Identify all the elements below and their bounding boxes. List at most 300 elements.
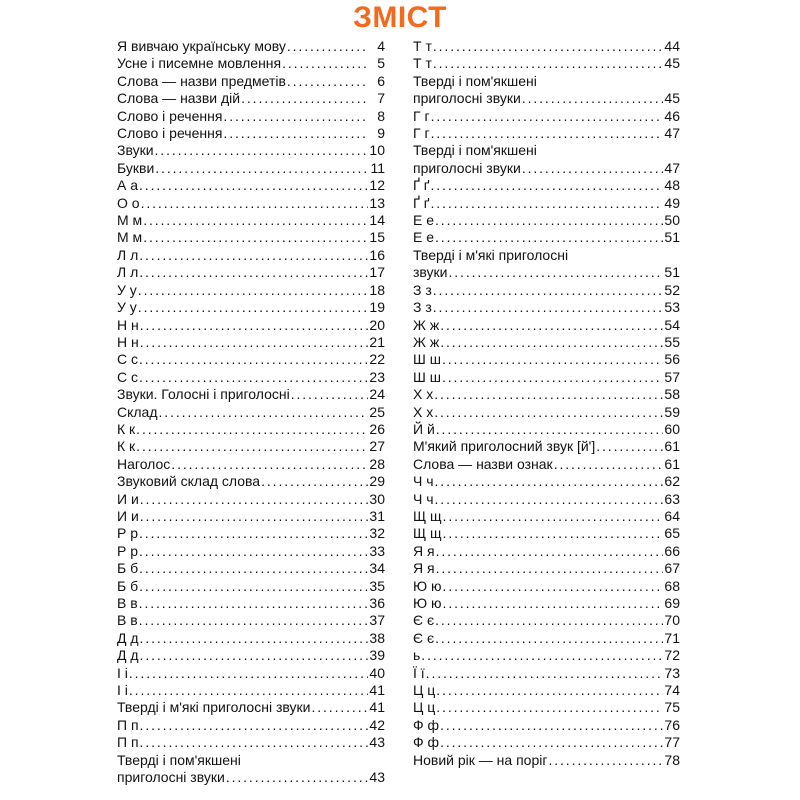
leader-dots: [143, 212, 368, 229]
toc-entry-page-number: 50: [664, 212, 680, 229]
toc-entry-label: Е е: [413, 212, 435, 229]
toc-entry-page-number: 75: [664, 699, 680, 716]
toc-entry-page-number: 19: [369, 299, 385, 316]
toc-entry-page-number: 70: [664, 612, 680, 629]
toc-entry-page-number: 59: [664, 403, 680, 420]
toc-entry-label: З з: [413, 299, 432, 316]
toc-entry: [117, 334, 385, 351]
toc-entry-page-number: 26: [369, 420, 385, 437]
toc-entry: [117, 491, 385, 508]
toc-entry: [117, 212, 385, 229]
toc-entry-label: Ч ч: [413, 473, 434, 490]
toc-entry-label: Г г: [413, 107, 430, 124]
leader-dots: [554, 456, 663, 473]
leader-dots: [139, 351, 368, 368]
toc-entry-label: Ш ш: [413, 368, 441, 385]
toc-entry-label: Д д: [117, 647, 139, 664]
toc-entry-label: Ц ц: [413, 682, 436, 699]
leader-dots: [433, 55, 663, 72]
toc-entry-page-number: 41: [369, 682, 385, 699]
leader-dots: [440, 334, 663, 351]
leader-dots: [443, 525, 663, 542]
toc-entry-page-number: 35: [369, 577, 385, 594]
toc-entry-page-number: 77: [664, 734, 680, 751]
toc-entry-label: Д д: [117, 629, 139, 646]
leader-dots: [226, 769, 368, 786]
toc-entry-label: И и: [117, 507, 139, 524]
toc-entry-label: Н н: [117, 333, 139, 350]
page-title: ЗМІСТ: [353, 1, 447, 34]
toc-entry: [413, 317, 680, 334]
leader-dots: [433, 38, 663, 55]
toc-entry-page-number: 9: [377, 125, 385, 142]
toc-entry-label: Х х: [413, 403, 434, 420]
toc-entry-label: Наголос: [117, 455, 171, 472]
toc-entry-page-number: 22: [369, 351, 385, 368]
toc-entry-page-number: 21: [369, 333, 385, 350]
toc-entry: [413, 351, 680, 368]
toc-entry-page-number: 74: [664, 682, 680, 699]
toc-entry-page-number: 57: [664, 368, 680, 385]
leader-dots: [287, 38, 368, 55]
toc-entry-page-number: 72: [664, 647, 680, 664]
toc-left-column: [117, 38, 385, 786]
leader-dots: [139, 264, 368, 281]
toc-entry-page-number: 10: [369, 142, 385, 159]
leader-dots: [139, 247, 368, 264]
leader-dots: [140, 647, 368, 664]
toc-entry: [413, 212, 680, 229]
toc-entry-label: Ґ ґ: [413, 194, 430, 211]
toc-entry: [413, 647, 680, 664]
toc-entry-label: Т т: [413, 38, 432, 54]
toc-entry: [117, 595, 385, 612]
leader-dots: [436, 543, 663, 560]
toc-entry-label: Ж ж: [413, 316, 440, 333]
toc-entry: [117, 508, 385, 525]
toc-entry: [117, 369, 385, 386]
toc-entry-label: Я я: [413, 542, 435, 559]
toc-entry-page-number: 71: [664, 629, 680, 646]
toc-entry-label: Б б: [117, 577, 139, 594]
leader-dots: [449, 264, 664, 281]
leader-dots: [136, 421, 368, 438]
toc-entry: [413, 229, 680, 246]
toc-entry-page-number: 67: [664, 560, 680, 577]
leader-dots: [139, 595, 368, 612]
toc-entry-page-number: 61: [664, 455, 680, 472]
toc-entry: [413, 247, 680, 282]
toc-entry: [117, 125, 385, 142]
toc-entry-page-number: 14: [369, 212, 385, 229]
toc-entry: [117, 717, 385, 734]
toc-entry-page-number: 54: [664, 316, 680, 333]
leader-dots: [436, 560, 663, 577]
leader-dots: [139, 612, 368, 629]
toc-entry-label: Звуки: [117, 142, 154, 159]
toc-entry-label: Р р: [117, 525, 139, 542]
toc-entry-label: М м: [117, 212, 143, 229]
toc-entry-page-number: 11: [370, 159, 385, 176]
toc-entry-label: У у: [117, 299, 137, 316]
leader-dots: [436, 421, 663, 438]
toc-entry-label: Є є: [413, 629, 435, 646]
toc-entry: [413, 595, 680, 612]
toc-entry-page-number: 33: [369, 542, 385, 559]
toc-entry: [117, 734, 385, 751]
toc-entry-page-number: 25: [369, 403, 385, 420]
toc-entry-label: Звуки. Голосні і приголосні: [117, 386, 290, 403]
toc-entry: [413, 369, 680, 386]
leader-dots: [155, 160, 368, 177]
toc-entry: [117, 438, 385, 455]
leader-dots: [223, 108, 368, 125]
toc-entry-label: Л л: [117, 246, 139, 263]
toc-entry: [117, 578, 385, 595]
toc-entry-page-number: 65: [664, 525, 680, 542]
toc-entry-label: Букви: [117, 159, 155, 176]
toc-entry-label-line1: Тверді і пом'якшені: [413, 72, 537, 89]
leader-dots: [261, 473, 368, 490]
toc-entry: [117, 142, 385, 159]
leader-dots: [443, 508, 663, 525]
toc-entry-label: Р р: [117, 542, 139, 559]
toc-entry-page-number: 61: [664, 438, 680, 455]
toc-entry-label: Н н: [117, 316, 139, 333]
toc-entry: [117, 612, 385, 629]
toc-entry: [413, 73, 680, 108]
leader-dots: [291, 386, 368, 403]
leader-dots: [426, 665, 663, 682]
toc-entry: [117, 699, 385, 716]
toc-entry-page-number: 42: [369, 716, 385, 733]
leader-dots: [139, 525, 368, 542]
leader-dots: [433, 299, 663, 316]
toc-entry: [117, 421, 385, 438]
toc-entry: [117, 177, 385, 194]
leader-dots: [440, 734, 663, 751]
toc-entry-page-number: 38: [369, 629, 385, 646]
toc-entry-label: Усне і писемне мовлення: [117, 55, 282, 72]
toc-right-column: [413, 38, 680, 769]
leader-dots: [140, 491, 368, 508]
toc-entry: [117, 386, 385, 403]
toc-entry: [117, 108, 385, 125]
toc-entry-label: Ї ї: [413, 664, 425, 681]
toc-entry-label: Щ щ: [413, 525, 442, 542]
toc-entry-label: Ч ч: [413, 490, 434, 507]
toc-entry-page-number: 73: [664, 664, 680, 681]
toc-entry-label: Е е: [413, 229, 435, 246]
toc-entry-page-number: 30: [369, 490, 385, 507]
toc-entry-label: Ц ц: [413, 699, 436, 716]
toc-entry: [413, 421, 680, 438]
toc-entry-page-number: 7: [377, 90, 385, 107]
toc-entry-label: А а: [117, 177, 139, 194]
toc-entry: [413, 55, 680, 72]
toc-entry-label: Ґ ґ: [413, 177, 430, 194]
leader-dots: [241, 90, 368, 107]
toc-entry-label: Л л: [117, 264, 139, 281]
leader-dots: [129, 682, 368, 699]
toc-entry-label: К к: [117, 438, 136, 455]
toc-entry-page-number: 60: [664, 420, 680, 437]
toc-entry: [413, 752, 680, 769]
leader-dots: [155, 142, 368, 159]
toc-entry: [117, 752, 385, 787]
toc-entry-page-number: 68: [664, 577, 680, 594]
toc-entry-label: І і: [117, 682, 128, 699]
toc-entry-label: Новий рік — на поріг: [413, 751, 548, 768]
toc-entry-label: М м: [117, 229, 143, 246]
toc-entry-label: Слова — назви ознак: [413, 455, 553, 472]
leader-dots: [435, 491, 663, 508]
leader-dots: [139, 543, 368, 560]
leader-dots: [282, 55, 368, 72]
toc-entry-page-number: 27: [369, 438, 385, 455]
toc-entry-page-number: 29: [369, 473, 385, 490]
toc-entry-page-number: 76: [664, 716, 680, 733]
toc-entry-label: У у: [117, 281, 137, 298]
toc-entry: [413, 630, 680, 647]
leader-dots: [442, 351, 663, 368]
toc-entry-page-number: 63: [664, 490, 680, 507]
toc-entry: [117, 38, 385, 55]
toc-entry-page-number: 53: [664, 299, 680, 316]
toc-entry-page-number: 43: [369, 734, 385, 751]
toc-entry-label: Х х: [413, 386, 434, 403]
toc-entry-label: Слова — назви дій: [117, 90, 241, 107]
leader-dots: [434, 386, 663, 403]
toc-entry-page-number: 5: [377, 55, 385, 72]
toc-entry-page-number: 28: [369, 455, 385, 472]
toc-entry: [413, 543, 680, 560]
toc-entry-label: Є є: [413, 612, 435, 629]
toc-entry-label: Ф ф: [413, 734, 440, 751]
toc-entry: [413, 508, 680, 525]
toc-entry-page-number: 78: [664, 751, 680, 768]
toc-entry-label: Ю ю: [413, 577, 442, 594]
leader-dots: [434, 404, 663, 421]
leader-dots: [136, 438, 368, 455]
leader-dots: [548, 752, 663, 769]
toc-entry-page-number: 56: [664, 351, 680, 368]
toc-entry: [117, 229, 385, 246]
toc-entry-label: приголосні звуки: [413, 90, 521, 107]
toc-entry-page-number: 69: [664, 595, 680, 611]
leader-dots: [431, 177, 664, 194]
toc-entry: [413, 560, 680, 577]
toc-entry: [413, 299, 680, 316]
toc-entry-label: Ф ф: [413, 716, 440, 733]
toc-entry-page-number: 20: [369, 316, 385, 333]
leader-dots: [522, 160, 663, 177]
leader-dots: [436, 682, 663, 699]
leader-dots: [287, 73, 368, 90]
toc-entry: [117, 473, 385, 490]
leader-dots: [431, 195, 664, 212]
toc-entry-label: С с: [117, 351, 138, 368]
leader-dots: [139, 177, 368, 194]
toc-entry-label-line1: Тверді і м'які приголосні: [413, 246, 569, 263]
toc-entry: [413, 386, 680, 403]
toc-entry-label: ь: [413, 647, 421, 664]
toc-entry: [117, 682, 385, 699]
leader-dots: [171, 456, 368, 473]
leader-dots: [140, 508, 368, 525]
toc-entry: [413, 699, 680, 716]
toc-entry-page-number: 44: [664, 38, 680, 54]
leader-dots: [435, 612, 663, 629]
toc-entry-page-number: 37: [369, 612, 385, 629]
leader-dots: [140, 734, 368, 751]
toc-entry-page-number: 18: [369, 281, 385, 298]
toc-entry-label: приголосні звуки: [117, 769, 225, 786]
toc-entry: [413, 282, 680, 299]
leader-dots: [140, 717, 368, 734]
toc-entry: [117, 247, 385, 264]
toc-entry-page-number: 15: [369, 229, 385, 246]
toc-entry-label: М'який приголосний звук [й']: [413, 438, 596, 455]
toc-entry-page-number: 58: [664, 386, 680, 403]
toc-entry-label: І і: [117, 664, 128, 681]
toc-entry-label: П п: [117, 716, 139, 733]
toc-entry-page-number: 47: [664, 125, 680, 142]
toc-entry: [117, 282, 385, 299]
leader-dots: [139, 560, 368, 577]
toc-entry-label-line1: Тверді і пом'якшені: [117, 751, 241, 768]
leader-dots: [435, 229, 663, 246]
toc-entry: [413, 404, 680, 421]
leader-dots: [311, 699, 368, 716]
leader-dots: [435, 473, 663, 490]
toc-entry-label: Я вивчаю українську мову: [117, 38, 286, 54]
toc-entry-label: П п: [117, 734, 139, 751]
toc-entry-page-number: 40: [369, 664, 385, 681]
leader-dots: [440, 317, 663, 334]
toc-entry-label: Б б: [117, 560, 139, 577]
toc-entry-label-line1: Тверді і пом'якшені: [413, 142, 537, 159]
toc-entry: [117, 647, 385, 664]
leader-dots: [129, 665, 368, 682]
toc-entry: [117, 665, 385, 682]
leader-dots: [435, 630, 663, 647]
leader-dots: [140, 630, 368, 647]
toc-entry-page-number: 8: [377, 107, 385, 124]
toc-entry-page-number: 45: [664, 55, 680, 72]
toc-entry: [413, 195, 680, 212]
toc-entry: [117, 543, 385, 560]
toc-entry-label: К к: [117, 420, 136, 437]
toc-entry: [413, 473, 680, 490]
toc-entry-page-number: 51: [664, 229, 680, 246]
toc-entry: [413, 38, 680, 55]
toc-entry-page-number: 41: [369, 699, 385, 716]
leader-dots: [138, 282, 368, 299]
toc-entry-label: Т т: [413, 55, 432, 72]
toc-entry: [117, 264, 385, 281]
toc-entry: [413, 125, 680, 142]
toc-entry-label: С с: [117, 368, 138, 385]
toc-entry-page-number: 34: [369, 560, 385, 577]
toc-entry-page-number: 49: [664, 194, 680, 211]
toc-entry: [117, 317, 385, 334]
toc-entry-label: Тверді і м'які приголосні звуки: [117, 699, 311, 716]
toc-entry-label: Г г: [413, 125, 430, 142]
toc-entry-page-number: 4: [377, 38, 385, 54]
toc-entry: [413, 525, 680, 542]
toc-entry-page-number: 39: [369, 647, 385, 664]
toc-entry: [413, 665, 680, 682]
toc-entry-page-number: 47: [664, 159, 680, 176]
toc-entry-label: И и: [117, 490, 139, 507]
leader-dots: [223, 125, 368, 142]
toc-entry-page-number: 51: [664, 264, 680, 281]
toc-entry-page-number: 64: [664, 507, 680, 524]
toc-entry-label: Склад: [117, 403, 158, 420]
toc-entry: [413, 491, 680, 508]
toc-entry: [413, 142, 680, 177]
toc-entry-label: Я я: [413, 560, 435, 577]
leader-dots: [443, 578, 663, 595]
leader-dots: [596, 438, 663, 455]
toc-entry-page-number: 66: [664, 542, 680, 559]
toc-entry: [413, 717, 680, 734]
toc-entry-label: Слова — назви предметів: [117, 72, 286, 89]
leader-dots: [440, 717, 663, 734]
toc-entry-page-number: 62: [664, 473, 680, 490]
toc-entry-page-number: 24: [369, 386, 385, 403]
toc-entry-page-number: 16: [369, 246, 385, 263]
toc-entry: [117, 55, 385, 72]
toc-entry: [117, 525, 385, 542]
toc-entry-page-number: 31: [369, 507, 385, 524]
leader-dots: [143, 229, 368, 246]
toc-entry-label: В в: [117, 612, 138, 629]
toc-entry-label: О о: [117, 194, 140, 211]
toc-entry-page-number: 45: [664, 90, 680, 107]
leader-dots: [139, 369, 368, 386]
toc-entry: [117, 90, 385, 107]
toc-entry-label: Ю ю: [413, 595, 442, 611]
toc-entry-page-number: 43: [369, 769, 385, 786]
toc-entry-label: Й й: [413, 420, 435, 437]
toc-entry-page-number: 36: [369, 595, 385, 611]
toc-entry-page-number: 32: [369, 525, 385, 542]
toc-entry: [413, 612, 680, 629]
toc-entry-label: Слово і речення: [117, 107, 223, 124]
leader-dots: [138, 299, 368, 316]
toc-entry-label: звуки: [413, 264, 448, 281]
toc-entry-page-number: 23: [369, 368, 385, 385]
toc-entry: [413, 578, 680, 595]
leader-dots: [421, 647, 663, 664]
toc-entry: [117, 73, 385, 90]
leader-dots: [140, 317, 368, 334]
toc-entry: [117, 351, 385, 368]
toc-entry: [413, 334, 680, 351]
toc-entry-page-number: 52: [664, 281, 680, 298]
leader-dots: [443, 595, 663, 612]
toc-entry-page-number: 12: [369, 177, 385, 194]
toc-entry-label: Ш ш: [413, 351, 441, 368]
toc-entry-page-number: 55: [664, 333, 680, 350]
toc-entry-label: Щ щ: [413, 507, 442, 524]
toc-entry: [117, 560, 385, 577]
leader-dots: [442, 369, 663, 386]
toc-entry: [117, 299, 385, 316]
leader-dots: [431, 108, 663, 125]
